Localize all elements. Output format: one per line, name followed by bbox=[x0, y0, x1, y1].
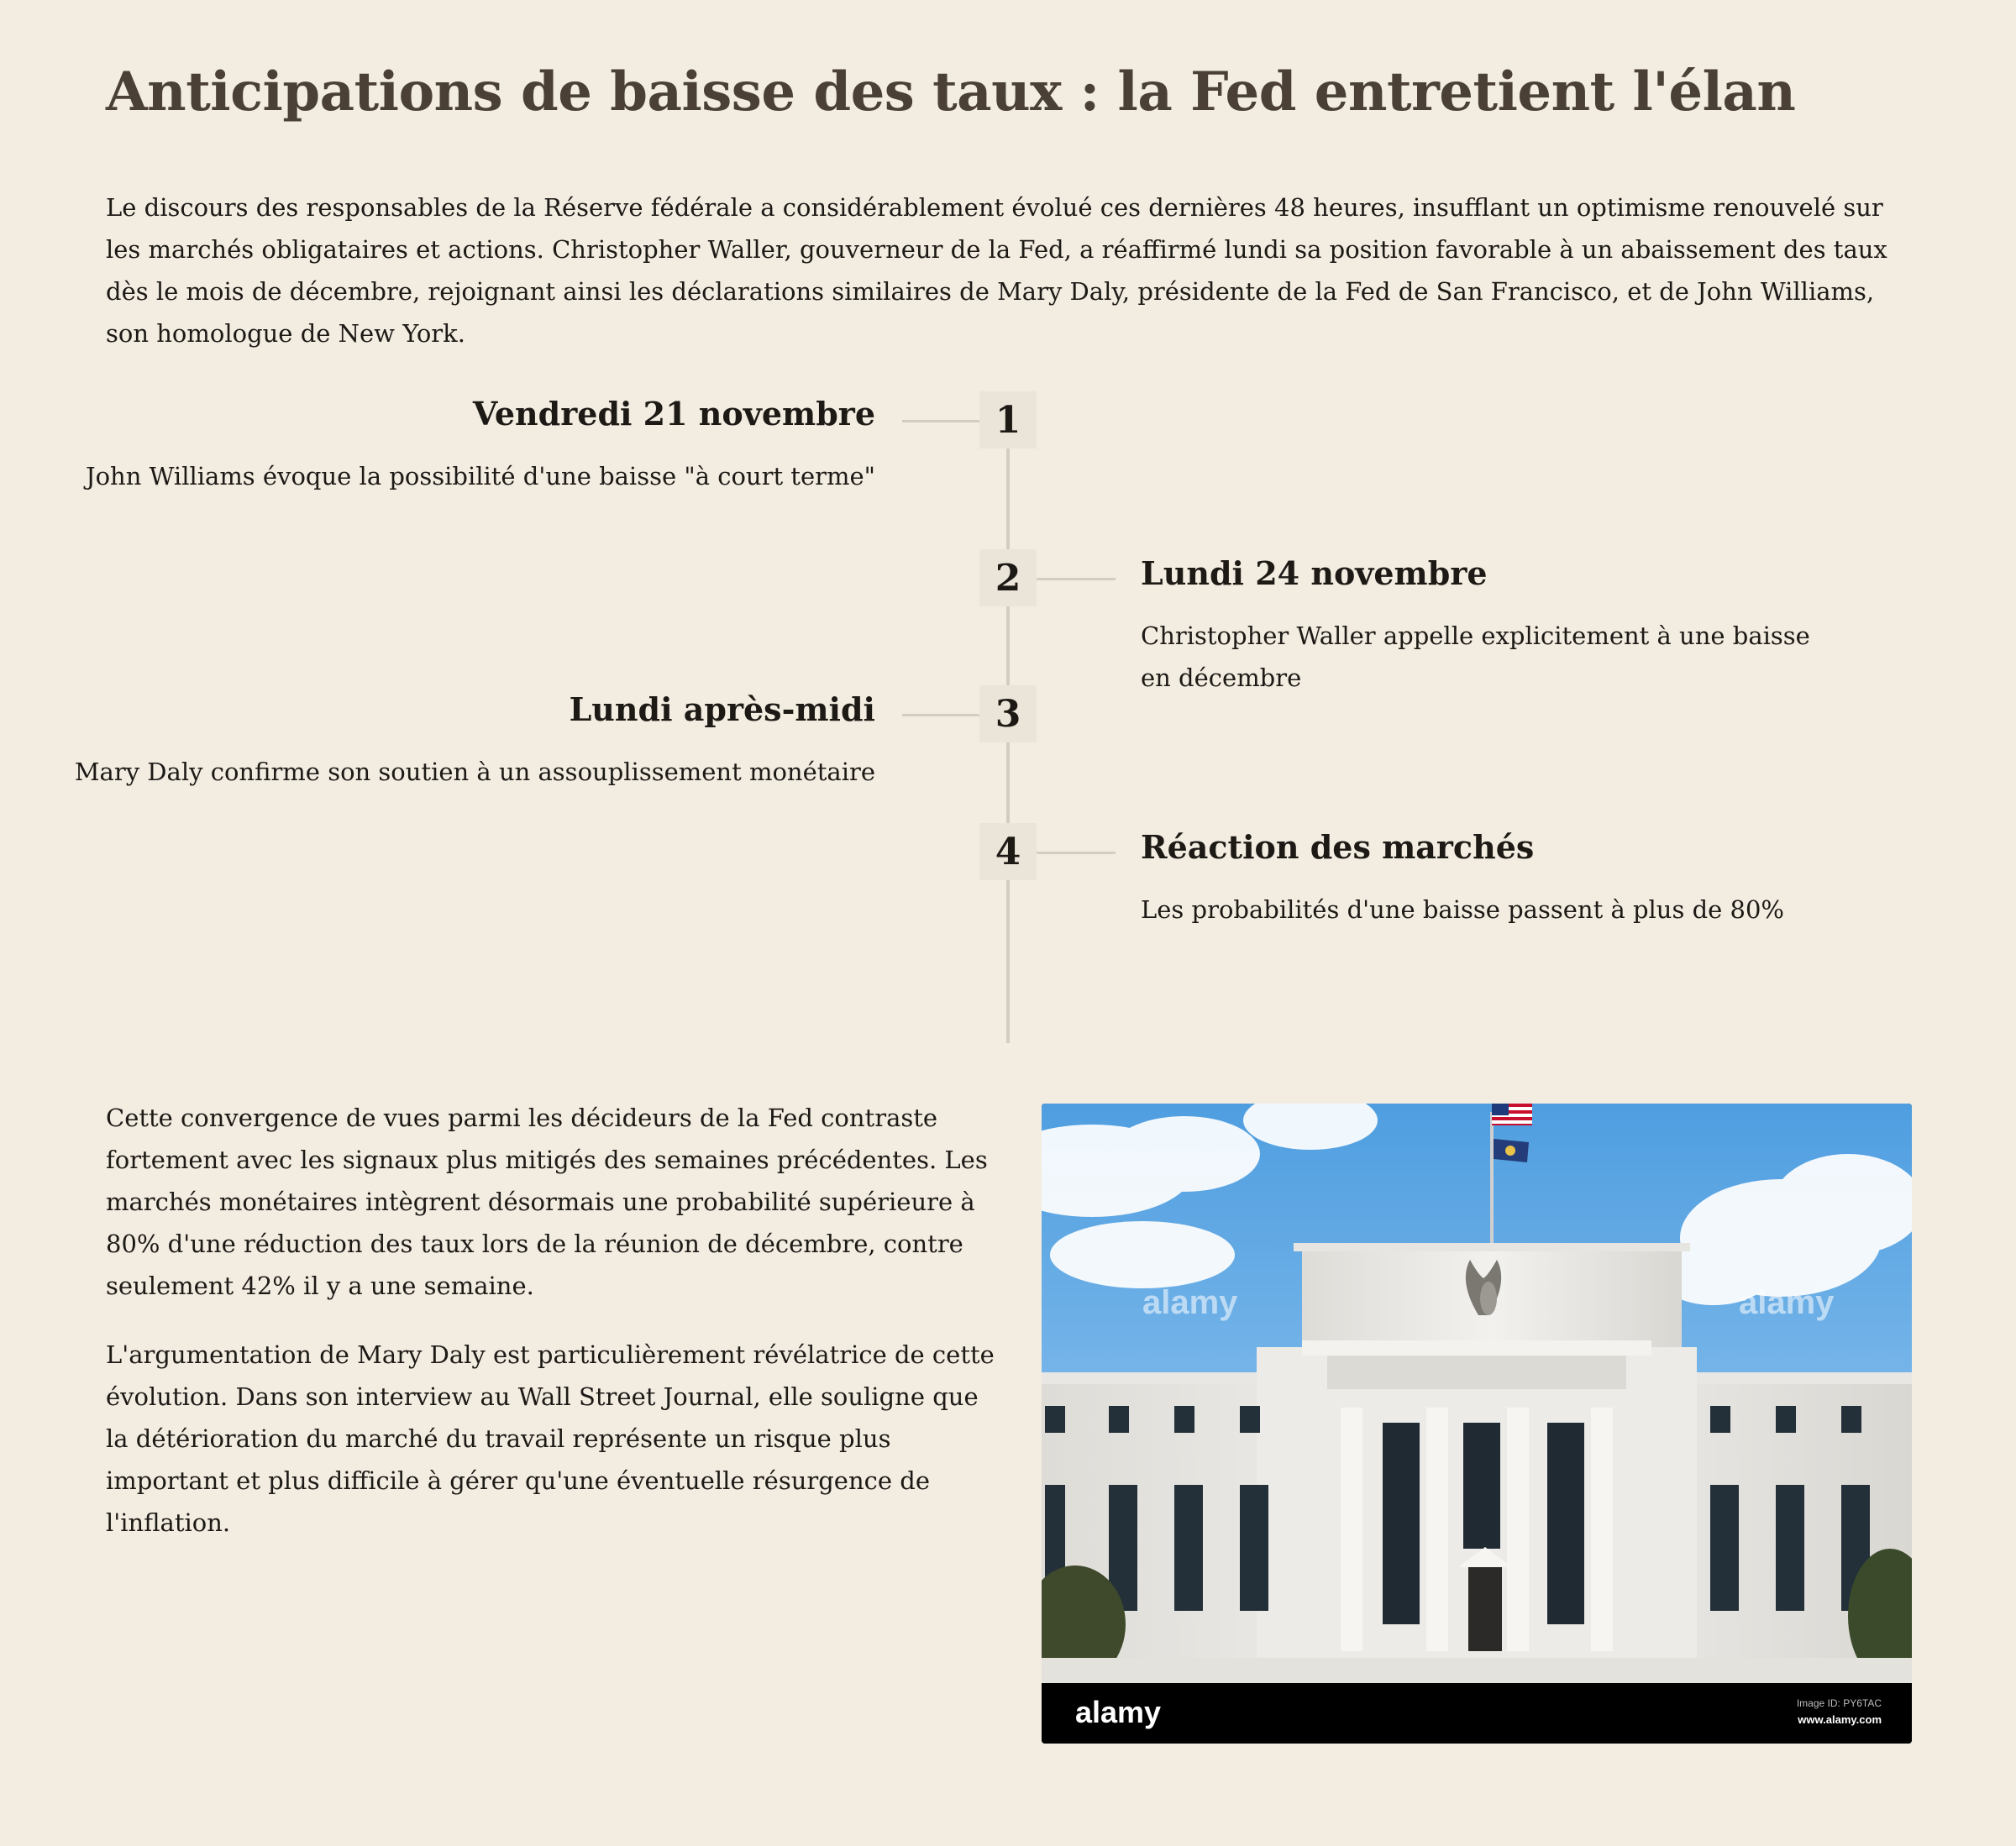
watermark-logo: alamy bbox=[1739, 1284, 1835, 1321]
timeline-number-1: 1 bbox=[979, 391, 1037, 448]
image-site: www.alamy.com bbox=[1798, 1713, 1882, 1726]
timeline-number-3: 3 bbox=[979, 685, 1037, 742]
timeline-event-title: Lundi 24 novembre bbox=[1141, 554, 1488, 592]
timeline-event-description: Mary Daly confirme son soutien à un assouplissement monétaire bbox=[74, 758, 875, 786]
alamy-logo: alamy bbox=[1075, 1695, 1162, 1729]
timeline-event-description: Christopher Waller appelle explicitement à une baisse en décembre bbox=[1141, 621, 1810, 692]
timeline-connector bbox=[1037, 578, 1116, 580]
body-paragraph-2: L'argumentation de Mary Daly est particulièrement révélatrice de cette évolution. Dans son interview au Wall Street Journal, elle souligne que la détérioration du marché du travail représente un risque plus important et plus difficile à gérer qu'une éventuelle résurgence de l'inflation. bbox=[106, 1340, 995, 1537]
timeline-connector bbox=[1037, 852, 1116, 854]
intro-paragraph: Le discours des responsables de la Réserve fédérale a considérablement évolué ces dernières 48 heures, insufflant un optimisme renouvelé sur les marchés obligataires et actions. Christopher Waller, gouverneur de la Fed, a réaffirmé lundi sa position favorable à un abaissement des taux dès le mois de décembre, rejoignant ainsi les déclarations similaires de Mary Daly, présidente de la Fed de San Francisco, et de John Williams, son homologue de New York. bbox=[106, 193, 1887, 348]
timeline-connector bbox=[902, 420, 981, 422]
timeline-connector bbox=[902, 714, 981, 716]
body-paragraph-1: Cette convergence de vues parmi les décideurs de la Fed contraste fortement avec les signaux plus mitigés des semaines précédentes. Les marchés monétaires intègrent désormais une probabilité supérieure à 80% d'une réduction des taux lors de la réunion de décembre, contre seulement 42% il y a une semaine. bbox=[106, 1104, 988, 1300]
us-flag-icon bbox=[1492, 1104, 1532, 1125]
timeline-event-description: Les probabilités d'une baisse passent à plus de 80% bbox=[1141, 895, 1784, 924]
timeline-event-title: Lundi après-midi bbox=[569, 690, 875, 728]
fed-building-photo bbox=[1042, 1104, 1912, 1744]
timeline-number-4: 4 bbox=[979, 823, 1037, 880]
image-id: Image ID: PY6TAC bbox=[1796, 1697, 1882, 1709]
timeline-event-title: Vendredi 21 novembre bbox=[472, 395, 875, 433]
watermark-logo: alamy bbox=[1142, 1284, 1238, 1321]
timeline-number-2: 2 bbox=[979, 549, 1037, 606]
page-title: Anticipations de baisse des taux : la Fed entretient l'élan bbox=[106, 60, 1796, 123]
timeline-event-description: John Williams évoque la possibilité d'une baisse "à court terme" bbox=[85, 462, 875, 490]
timeline-event-title: Réaction des marchés bbox=[1141, 828, 1535, 866]
